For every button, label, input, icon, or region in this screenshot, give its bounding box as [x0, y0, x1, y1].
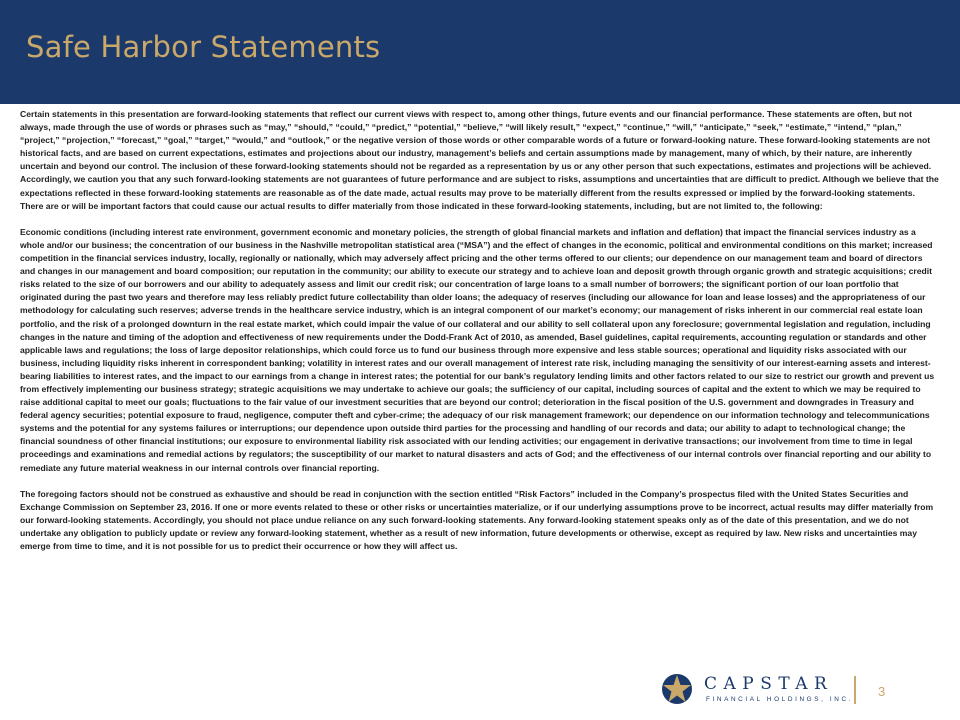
- paragraph-forward-looking: Certain statements in this presentation are forward-looking statements that reflect our current views with respect to, among other things, future events and our financial performance. These statements are often, but not always, made through the use of words or phrases such as “may,” “should,” “could,” “predict,” “potential,” “believe,” “will likely result,” “expect,” “continue,” “will,” “anticipate,” “seek,” “estimate,” “intend,” “plan,” “project,” “projection,” “forecast,” “goal,” “target,” “would,” and “outlook,” or the negative version of those words or other comparable words of a future or forward-looking nature. These forward-looking statements are not historical facts, and are based on current expectations, estimates and projections about our industry, management’s beliefs and certain assumptions made by management, many of which, by their nature, are inherently uncertain and beyond our control. The inclusion of these forward-looking statements should not be regarded as a representation by us or any other person that such expectations, estimates and projections will be achieved. Accordingly, we caution you that any such forward-looking statements are not guarantees of future performance and are subject to risks, assumptions and uncertainties that are difficult to predict. Although we believe that the expectations reflected in these forward-looking statements are reasonable as of the date made, actual results may prove to be materially different from the results expressed or implied by the forward-looking statements. There are or will be important factors that could cause our actual results to differ materially from those indicated in these forward-looking statements, including, but are not limited to, the following:: [20, 109, 939, 211]
- star-icon: [660, 672, 694, 706]
- page-number: 3: [878, 684, 886, 699]
- capstar-logo: [660, 672, 854, 708]
- header-banner: [0, 0, 960, 104]
- logo-wordmark: CAPSTAR: [704, 674, 834, 694]
- paragraph-foregoing-factors: The foregoing factors should not be construed as exhaustive and should be read in conjunction with the section entitled “Risk Factors” included in the Company’s prospectus filed with the United States Securities and Exchange Commission on September 23, 2016. If one or more events related to these or other risks or uncertainties materialize, or if our underlying assumptions prove to be incorrect, actual results may differ materially from our forward-looking statements. Accordingly, you should not place undue reliance on any such forward-looking statements. Any forward-looking statement speaks only as of the date of this presentation, and we do not undertake any obligation to publicly update or review any forward-looking statement, whether as a result of new information, future developments or otherwise, except as required by law. New risks and uncertainties may emerge from time to time, and it is not possible for us to predict their occurrence or how they will affect us.: [20, 488, 934, 552]
- safe-harbor-body: [20, 108, 940, 566]
- footer-divider: [854, 676, 856, 704]
- paragraph-risk-factors: Economic conditions (including interest rate environment, government economic and monetary policies, the strength of global financial markets and inflation and deflation) that impact the financial services industry as a whole and/or our business; the concentration of our business in the Nashville metropolitan statistical area (“MSA”) and the effect of changes in the economic, political and environmental conditions on this market; increased competition in the financial services industry, locally, regionally or nationally, which may adversely affect pricing and the other terms offered to our clients; our dependence on our management team and board of directors and changes in our management and board composition; our reputation in the community; our ability to execute our strategy and to achieve loan and deposit growth through organic growth and strategic acquisitions; credit risks related to the size of our borrowers and our ability to adequately assess and limit our credit risk; our concentration of large loans to a small number of borrowers; the significant portion of our loan portfolio that originated during the past two years and therefore may less reliably predict future collectability than older loans; the adequacy of reserves (including our allowance for loan and lease losses) and the appropriateness of our methodology for calculating such reserves; adverse trends in the healthcare service industry, which is an integral component of our market’s economy; our management of risks inherent in our commercial real estate loan portfolio, and the risk of a prolonged downturn in the real estate market, which could impair the value of our collateral and our ability to sell collateral upon any foreclosure; governmental legislation and regulation, including changes in the nature and timing of the adoption and effectiveness of new requirements under the Dodd-Frank Act of 2010, as amended, Basel guidelines, capital requirements, accounting regulation or standards and other applicable laws and regulations; the loss of large depositor relationships, which could force us to fund our business through more expensive and less stable sources; operational and liquidity risks associated with our business, including liquidity risks inherent in correspondent banking; volatility in interest rates and our overall management of interest rate risk, including managing the sensitivity of our interest-earning assets and interest-bearing liabilities to interest rates, and the impact to our earnings from a change in interest rates; the potential for our bank’s regulatory lending limits and other factors related to our size to restrict our growth and prevent us from effectively implementing our business strategy; strategic acquisitions we may undertake to achieve our goals; the sufficiency of our capital, including sources of capital and the extent to which we may be required to raise additional capital to meet our goals; fluctuations to the fair value of our investment securities that are beyond our control; deterioration in the fiscal position of the U.S. government and downgrades in Treasury and federal agency securities; potential exposure to fraud, negligence, computer theft and cyber-crime; the adequacy of our risk management framework; our dependence on our information technology and telecommunications systems and the potential for any systems failures or interruptions; our dependence upon outside third parties for the processing and handling of our records and data; our ability to adapt to technological change; the financial soundness of other financial institutions; our exposure to environmental liability risk associated with our lending activities; our engagement in derivative transactions; our involvement from time to time in legal proceedings and examinations and remedial actions by regulators; the susceptibility of our market to natural disasters and acts of God; and the effectiveness of our internal controls over financial reporting and our ability to remediate any future material weakness in our internal controls over financial reporting.: [20, 226, 935, 473]
- page-title: Safe Harbor Statements: [26, 30, 381, 64]
- logo-subtitle: FINANCIAL HOLDINGS, INC.: [706, 696, 854, 703]
